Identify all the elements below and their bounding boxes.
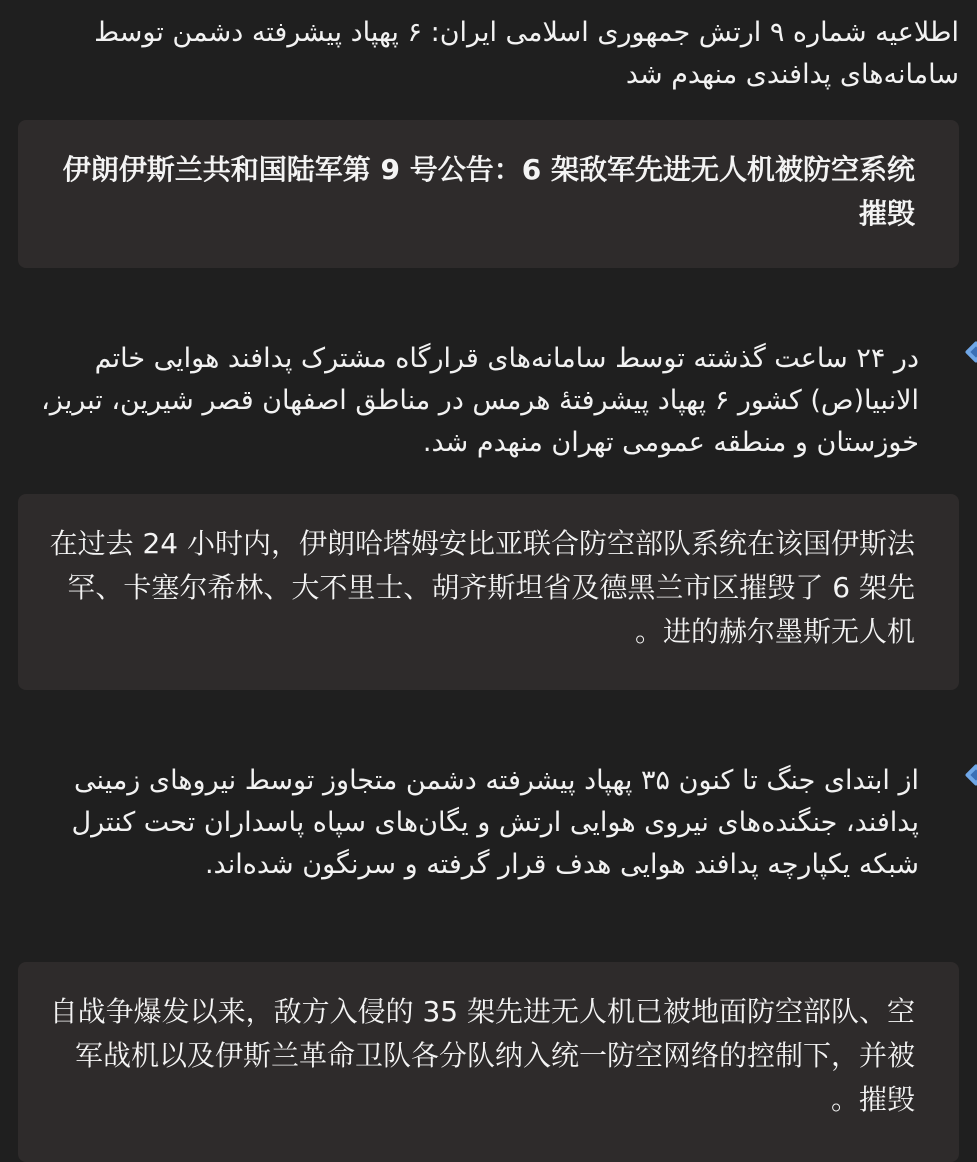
paragraph1-fa: در ۲۴ ساعت گذشته توسط سامانه‌های قرارگاه مشترک پدافند هوایی خاتم الانبیا(ص) کشور ۶ پهپاد پیشرفتهٔ هرمس در مناطق اصفهان قصر شیرین، تبریز، خوزستان و منطقه عمومی تهران منهدم شد.	[41, 343, 919, 458]
paragraph2-fa: از ابتدای جنگ تا کنون ۳۵ پهپاد پیشرفته دشمن متجاوز توسط نیروهای زمینی پدافند، جنگنده‌های نیروی هوایی ارتش و یگان‌های سپاه پاسداران تحت کنترل شبکه یکپارچه پدافند هوایی هدف قرار گرفته و سرنگون شده‌اند.	[71, 765, 919, 880]
paragraph1-zh: 在过去 24 小时内，伊朗哈塔姆安比亚联合防空部队系统在该国伊斯法罕、卡塞尔希林、大不里士、胡齐斯坦省及德黑兰市区摧毁了 6 架先进的赫尔墨斯无人机。	[49, 527, 915, 648]
announcement-title-zh-box	[18, 120, 959, 268]
announcement-title-zh: 伊朗伊斯兰共和国陆军第 9 号公告：6 架敌军先进无人机被防空系统摧毁	[62, 153, 915, 230]
paragraph2-zh: 自战争爆发以来，敌方入侵的 35 架先进无人机已被地面防空部队、空军战机以及伊斯兰革命卫队各分队纳入统一防空网络的控制下，并被摧毁。	[49, 995, 915, 1116]
paragraph1-zh-box	[18, 494, 959, 690]
blue-diamond-icon	[965, 764, 977, 787]
paragraph2-zh-box	[18, 962, 959, 1162]
blue-diamond-icon	[965, 341, 977, 364]
announcement-title-fa: اطلاعیه شماره ۹ ارتش جمهوری اسلامی ایران: ۶ پهپاد پیشرفته دشمن توسط سامانه‌های پدافندی منهدم شد	[94, 17, 959, 90]
